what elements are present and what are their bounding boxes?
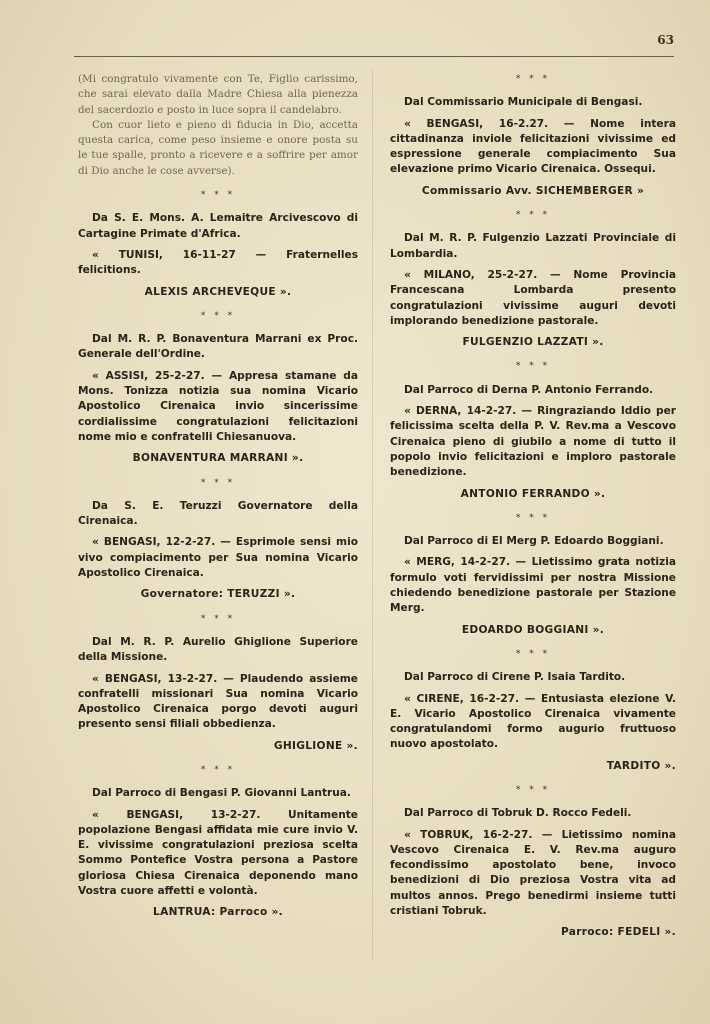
telegram-signature: LANTRUA: Parroco ». bbox=[153, 906, 283, 919]
telegram-sender: Dal Parroco di Derna P. Antonio Ferrando. bbox=[404, 383, 654, 396]
section-separator: * * * bbox=[515, 210, 551, 221]
telegram-signature: FULGENZIO LAZZATI ». bbox=[462, 336, 604, 349]
telegram-signature: EDOARDO BOGGIANI ». bbox=[461, 623, 605, 636]
telegram-body: « MERG, 14-2-27. — Lietissimo grata notizia formulo voti fervidissimi per nostra Missione chiedendo benedizione pastorale per Stazione Merg. bbox=[390, 556, 676, 615]
section-separator: * * * bbox=[515, 784, 551, 795]
letter-paragraph: (Mi congratulo vivamente con Te, Figlio carissimo, che sarai elevato dalla Madre Chiesa alla pienezza del sacerdozio e posto in luce sopra il candelabro. bbox=[78, 73, 358, 116]
telegram-signature: ANTONIO FERRANDO ». bbox=[460, 487, 606, 500]
telegram-body: « BENGASI, 12-2-27. — Esprimole sensi mio vivo compiacimento per Sua nomina Vicario Apostolico Cirenaica. bbox=[78, 536, 358, 580]
telegram-signature: Parroco: FEDELI ». bbox=[561, 926, 676, 939]
telegram-signature: BONAVENTURA MARRANI ». bbox=[132, 452, 304, 465]
telegram-body: « MILANO, 25-2-27. — Nome Provincia Francescana Lombarda presento congratulazioni vivissime auguri devoti implorando benedizione pastorale. bbox=[390, 268, 676, 327]
telegram-body: « BENGASI, 16-2.27. — Nome intera cittadinanza inviole felicitazioni vivissime ed espressione generale compiacimento Sua elevazione primo Vicario Cirenaica. Ossequi. bbox=[390, 117, 676, 176]
section-separator: * * * bbox=[200, 190, 236, 201]
telegram-signature: Governatore: TERUZZI ». bbox=[140, 588, 296, 601]
telegram-sender: Dal M. R. P. Aurelio Ghiglione Superiore della Missione. bbox=[78, 635, 358, 664]
section-separator: * * * bbox=[515, 512, 551, 523]
section-separator: * * * bbox=[200, 477, 236, 488]
telegram-sender: Dal Commissario Municipale di Bengasi. bbox=[404, 96, 643, 109]
section-separator: * * * bbox=[515, 648, 551, 659]
telegram-body: « DERNA, 14-2-27. — Ringraziando Iddio per felicissima scelta della P. V. Rev.ma a Vescovo Cirenaica pieno di giubilo a nome di tutto il popolo invio felicitazioni e imploro pastorale benedizione. bbox=[390, 405, 676, 479]
telegram-sender: Da S. E. Mons. A. Lemaitre Arcivescovo di Cartagine Primate d'Africa. bbox=[78, 212, 358, 240]
column-gutter bbox=[372, 70, 373, 960]
telegram-sender: Da S. E. Teruzzi Governatore della Cirenaica. bbox=[78, 499, 358, 528]
telegram-signature: GHIGLIONE ». bbox=[273, 739, 358, 752]
telegram-sender: Dal Parroco di Cirene P. Isaia Tardito. bbox=[404, 671, 626, 684]
page-number: 63 bbox=[657, 33, 674, 47]
letter-paragraph: Con cuor lieto e pieno di fiducia in Dio, accetta questa carica, come peso insieme e onore posta su le tue spalle, pronto a ricevere e a soffrire per amor di Dio anche le cose avverse). bbox=[78, 118, 358, 177]
section-separator: * * * bbox=[200, 613, 236, 624]
section-separator: * * * bbox=[200, 310, 236, 321]
section-separator: * * * bbox=[515, 361, 551, 372]
left-column bbox=[78, 72, 358, 921]
telegram-body: « BENGASI, 13-2-27. Unitamente popolazione Bengasi affidata mie cure invio V. E. vivissime congratulazioni preziosa scelta Sommo Pontefice Vostra persona a Pastore gloriosa Chiesa Cirenaica deponendo mano Vostra cuore affetti e volontà. bbox=[78, 808, 358, 898]
telegram-body: « ASSISI, 25-2-27. — Appresa stamane da Mons. Tonizza notizia sua nomina Vicario Apostolico Cirenaica invio sincerissime cordialissime congratulazioni felicitazioni nome mio e confratelli Chiesanuova. bbox=[78, 369, 358, 443]
telegram-body: « BENGASI, 13-2-27. — Plaudendo assieme confratelli missionari Sua nomina Vicario Apostolico Cirenaica porgo devoti auguri presento sensi filiali obbedienza. bbox=[78, 672, 358, 731]
right-column bbox=[390, 72, 676, 941]
section-separator: * * * bbox=[200, 764, 236, 775]
header-rule bbox=[74, 56, 674, 57]
telegram-sender: Dal Parroco di El Merg P. Edoardo Boggiani. bbox=[404, 535, 664, 548]
telegram-body: « TUNISI, 16-11-27 — Fraternelles felicitions. bbox=[78, 248, 358, 277]
telegram-sender: Dal M. R. P. Bonaventura Marrani ex Proc. Generale dell'Ordine. bbox=[78, 333, 358, 361]
telegram-body: « TOBRUK, 16-2-27. — Lietissimo nomina Vescovo Cirenaica E. V. Rev.ma auguro fecondissimo apostolato bene, invoco benedizioni di Dio preziosa Vostra vita ad multos annos. Prego benedirmi insieme tutti cristiani Tobruk. bbox=[390, 828, 676, 918]
telegram-signature: TARDITO ». bbox=[606, 759, 676, 772]
telegram-sender: Dal M. R. P. Fulgenzio Lazzati Provinciale di Lombardia. bbox=[390, 232, 676, 260]
telegram-sender: Dal Parroco di Tobruk D. Rocco Fedeli. bbox=[404, 807, 632, 820]
telegram-signature: Commissario Avv. SICHEMBERGER » bbox=[421, 184, 645, 197]
telegram-body: « CIRENE, 16-2-27. — Entusiasta elezione V. E. Vicario Apostolico Cirenaica vivamente congratulandomi formo augurio fruttuoso nuovo apostolato. bbox=[390, 692, 676, 751]
telegram-signature: ALEXIS ARCHEVEQUE ». bbox=[144, 285, 292, 298]
telegram-sender: Dal Parroco di Bengasi P. Giovanni Lantrua. bbox=[92, 787, 351, 800]
section-separator: * * * bbox=[515, 74, 551, 84]
